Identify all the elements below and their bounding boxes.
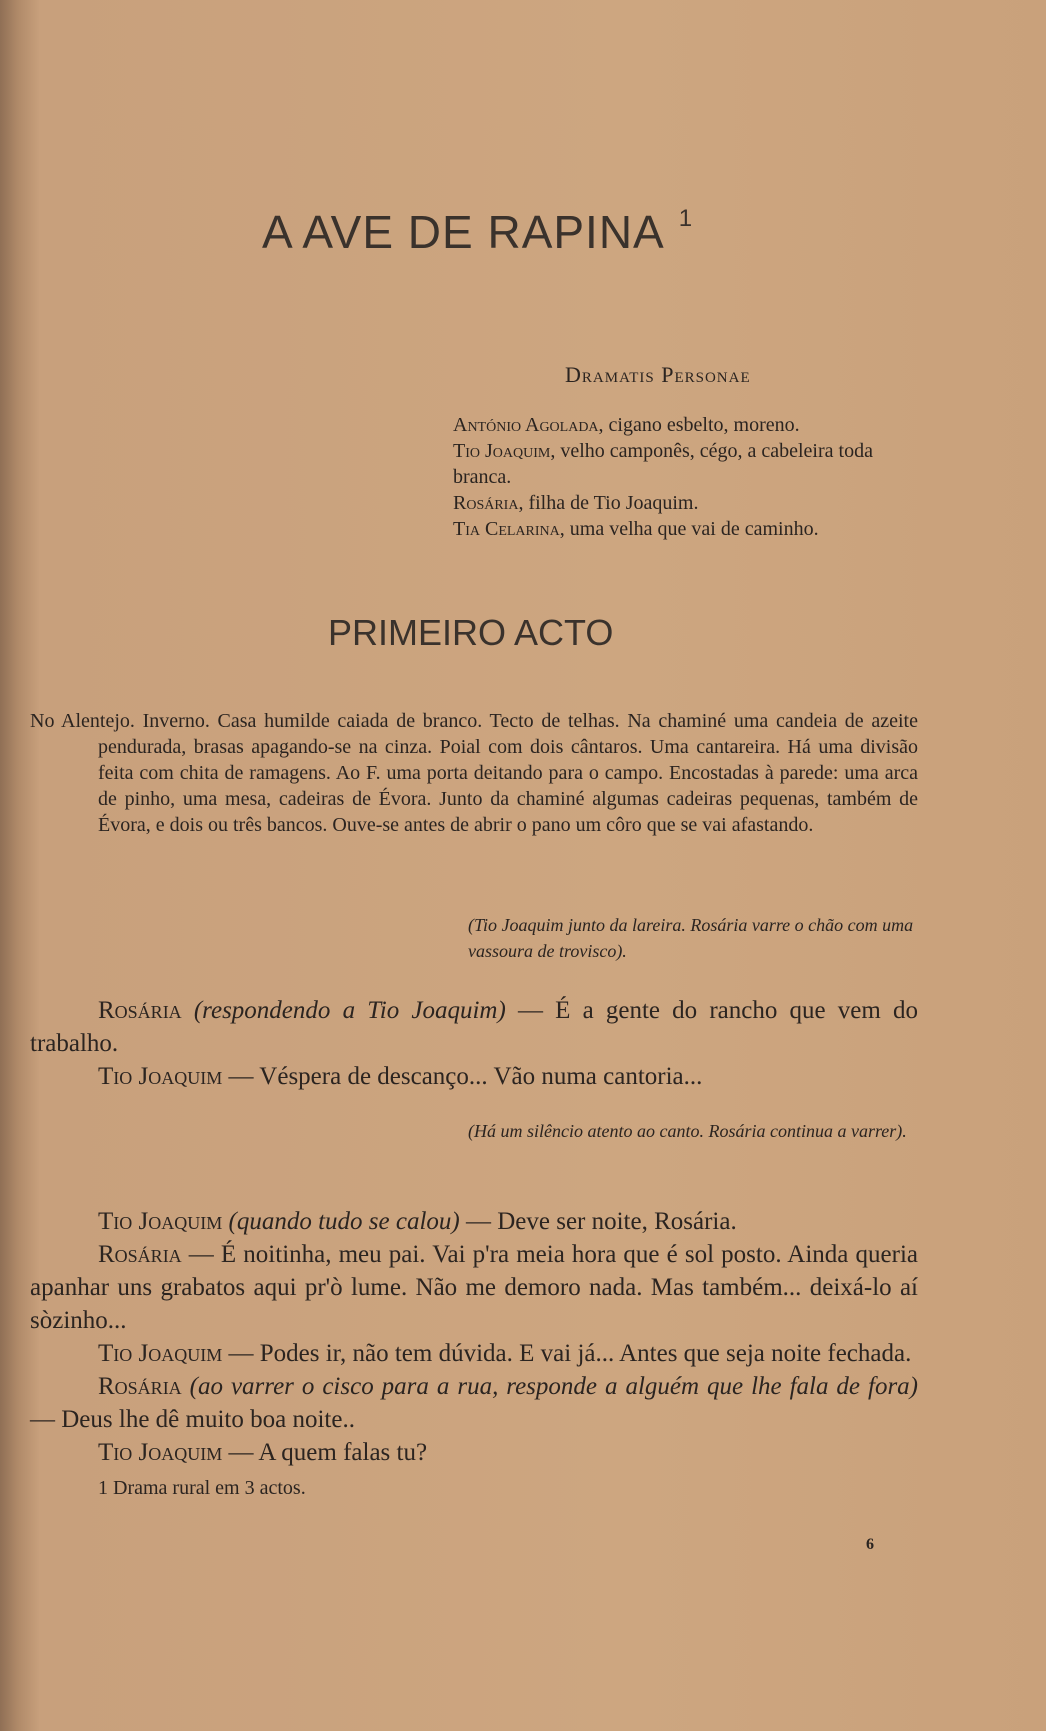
footnote-marker: 1 xyxy=(678,204,694,232)
cast-name: Rosária, xyxy=(453,492,524,514)
speaker: Tio Joaquim xyxy=(98,1208,223,1235)
dialogue-line xyxy=(30,1205,918,1238)
dialogue-line xyxy=(30,1337,918,1370)
scene-setting xyxy=(30,708,918,838)
scene-setting-text: No Alentejo. Inverno. Casa humilde caiada de branco. Tecto de telhas. Na chaminé uma candeia de azeite pendurada, brasas apagando-se na cinza. Poial com dois cântaros. Uma cantareira. Há uma divisão feita com chita de ramagens. Ao F. uma porta deitando para o campo. Encostadas à parede: uma arca de pinho, uma mesa, cadeiras de Évora. Junto da chaminé algumas cadeiras pequenas, também de Évora, e dois ou três bancos. Ouve-se antes de abrir o pano um côro que se vai afastando. xyxy=(30,710,918,836)
cast-name: Tia Celarina, xyxy=(453,518,565,540)
cast-desc: cigano esbelto, moreno. xyxy=(603,414,800,436)
act-heading: PRIMEIRO ACTO xyxy=(328,612,614,653)
speaker: Rosária xyxy=(98,1241,182,1268)
inline-stage-direction: (ao varrer o cisco para a rua, responde a alguém que lhe fala de fora) xyxy=(181,1373,918,1400)
dialogue-line xyxy=(30,1370,918,1436)
cast-desc: filha de Tio Joaquim. xyxy=(523,492,699,514)
cast-desc: uma velha que vai de caminho. xyxy=(564,518,819,540)
speaker: Tio Joaquim xyxy=(98,1439,223,1466)
cast-entry xyxy=(453,490,933,516)
speaker: Tio Joaquim xyxy=(98,1340,223,1367)
cast-name: Tio Joaquim, xyxy=(453,440,556,462)
cast-entry xyxy=(453,438,933,490)
dialogue-line xyxy=(30,1060,918,1093)
speech: — Podes ir, não tem dúvida. E vai já... Antes que seja noite fechada. xyxy=(222,1340,912,1367)
speech: — A quem falas tu? xyxy=(222,1439,428,1466)
play-title-text: A AVE DE RAPINA xyxy=(262,206,665,258)
cast-list xyxy=(453,412,933,542)
speech: — É noitinha, meu pai. Vai p'ra meia hora que é sol posto. Ainda queria apanhar uns grabatos aqui pr'ò lume. Não me demoro nada. Mas também... deixá-lo aí sòzinho... xyxy=(30,1241,918,1334)
speech: — Deve ser noite, Rosária. xyxy=(459,1208,737,1235)
cast-desc: velho camponês, cégo, a cabeleira toda branca. xyxy=(453,440,873,488)
inline-stage-direction: (quando tudo se calou) xyxy=(222,1208,460,1235)
play-title xyxy=(262,205,693,259)
cast-entry xyxy=(453,516,933,542)
dramatis-personae-heading: Dramatis Personae xyxy=(565,362,751,387)
dialogue-block xyxy=(30,1205,918,1469)
speaker: Rosária xyxy=(98,1373,182,1400)
speaker: Rosária xyxy=(98,997,182,1024)
dialogue-line xyxy=(30,1238,918,1337)
dialogue-line xyxy=(30,1436,918,1469)
stage-direction: (Há um silêncio atento ao canto. Rosária continua a varrer). xyxy=(468,1121,907,1141)
speech: — Deus lhe dê muito boa noite.. xyxy=(30,1406,355,1433)
stage-direction: (Tio Joaquim junto da lareira. Rosária varre o chão com uma vassoura de trovisco). xyxy=(468,915,914,961)
dialogue-line xyxy=(30,994,918,1060)
page-number: 6 xyxy=(866,1536,874,1553)
speech: — Véspera de descanço... Vão numa cantoria... xyxy=(222,1063,703,1090)
footnote: 1 Drama rural em 3 actos. xyxy=(98,1477,306,1499)
speech: — É a gente do rancho que vem do trabalho. xyxy=(30,997,918,1057)
dialogue-block xyxy=(30,994,918,1093)
inline-stage-direction: (respondendo a Tio Joaquim) xyxy=(181,997,506,1024)
speaker: Tio Joaquim xyxy=(98,1063,223,1090)
cast-name: António Agolada, xyxy=(453,414,604,436)
cast-entry xyxy=(453,412,933,438)
